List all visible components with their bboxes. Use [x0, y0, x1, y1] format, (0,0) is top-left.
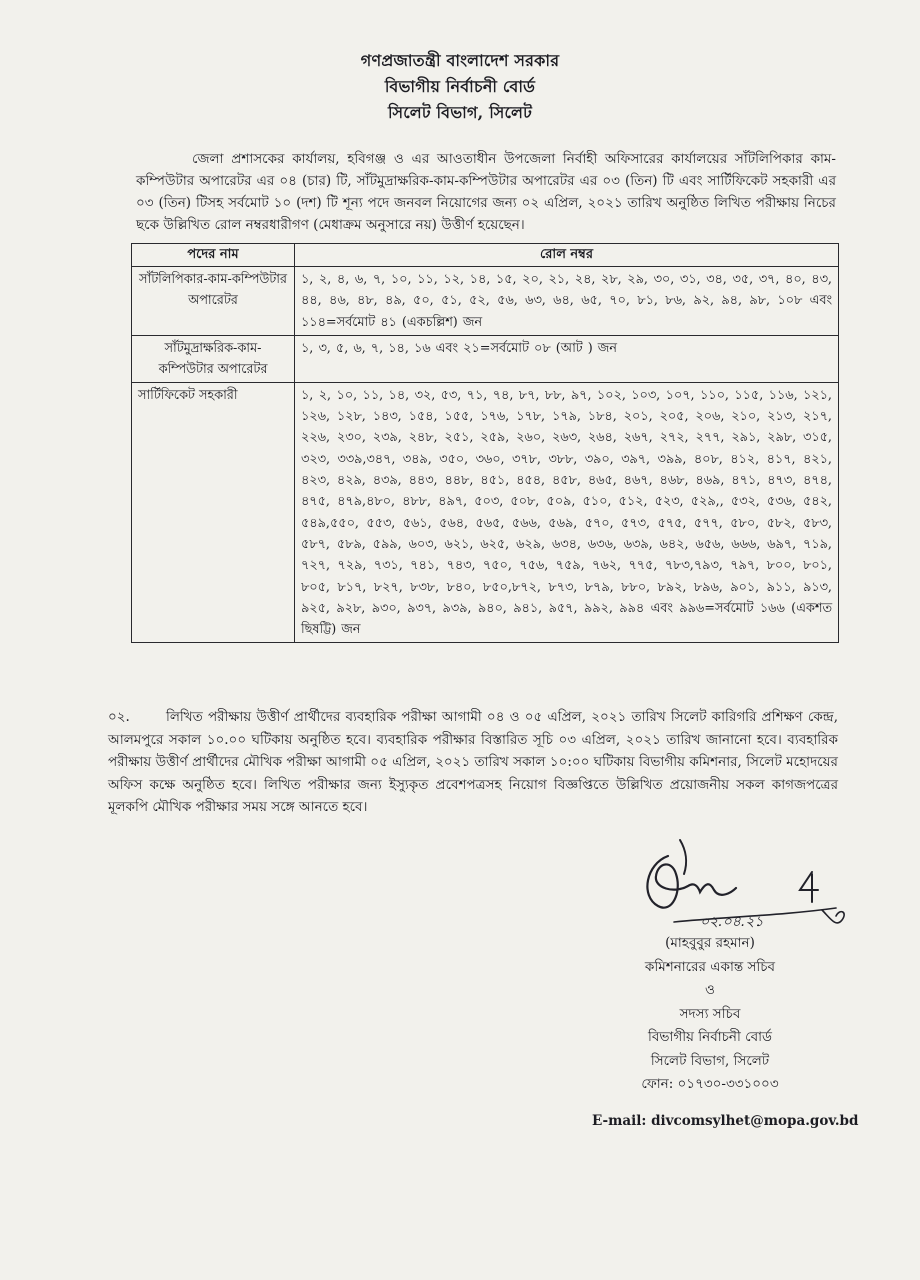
roll-numbers: ১, ৩, ৫, ৬, ৭, ১৪, ১৬ এবং ২১=সর্বমোট ০৮ (আট ) জন [295, 335, 839, 382]
conjunction: ও [705, 982, 715, 998]
roll-column-header: রোল নম্বর [295, 244, 839, 267]
signature-date: ০২.০৪.২১ [700, 914, 764, 930]
board-name: বিভাগীয় নির্বাচনী বোর্ড [648, 1029, 772, 1045]
division-name: সিলেট বিভাগ, সিলেট [650, 1052, 770, 1069]
government-name: গণপ্রজাতন্ত্রী বাংলাদেশ সরকার [360, 51, 560, 70]
letterhead [0, 48, 920, 126]
paragraph-number: ০২. [108, 709, 130, 725]
results-table [131, 243, 839, 643]
paragraph-text: লিখিত পরীক্ষায় উত্তীর্ণ প্রার্থীদের ব্যবহারিক পরীক্ষা আগামী ০৪ ও ০৫ এপ্রিল, ২০২১ তারিখ সিলেট কারিগরি প্রশিক্ষণ কেন্দ্র, আলমপুরে সকাল ১০.০০ ঘটিকায় অনুষ্ঠিত হবে। ব্যবহারিক পরীক্ষার বিস্তারিত সূচি ০৩ এপ্রিল, ২০২১ তারিখ জানানো হবে। ব্যবহারিক পরীক্ষায় উত্তীর্ণ প্রার্থীদের মৌখিক পরীক্ষা আগামী ০৫ এপ্রিল, ২০২১ তারিখ সকাল ১০:০০ ঘটিকায় বিভাগীয় কমিশনার, সিলেট মহোদয়ের অফিস কক্ষে অনুষ্ঠিত হবে। লিখিত পরীক্ষার জন্য ইস্যুকৃত প্রবেশপত্রসহ নিয়োগ বিজ্ঞপ্তিতে উল্লিখিত প্রয়োজনীয় সকল কাগজপত্রের মূলকপি মৌখিক পরীক্ষার সময় সঙ্গে আনতে হবে। [108, 709, 838, 815]
post-name: সার্টিফিকেট সহকারী [132, 382, 295, 643]
handwritten-signature [636, 822, 856, 934]
intro-paragraph: জেলা প্রশাসকের কার্যালয়, হবিগঞ্জ ও এর আওতাধীন উপজেলা নির্বাহী অফিসারের কার্যালয়ের সাঁটলিপিকার কাম-কম্পিউটার অপারেটর এর ০৪ (চার) টি, সাঁটমুদ্রাক্ষরিক-কাম-কম্পিউটার অপারেটর এর ০৩ (তিন) টি এবং সার্টিফিকেট সহকারী এর ০৩ (তিন) টিসহ সর্বমোট ১০ (দশ) টি শূন্য পদে জনবল নিয়োগের জন্য ০২ এপ্রিল, ২০২১ তারিখ অনুষ্ঠিত লিখিত পরীক্ষায় নিচের ছকে উল্লিখিত রোল নম্বরধারীগণ (মেধাক্রম অনুসারে নয়) উত্তীর্ণ হয়েছেন। [136, 151, 836, 233]
table-header-row [132, 244, 839, 267]
email-address: E-mail: divcomsylhet@mopa.gov.bd [592, 1113, 859, 1129]
table-row [132, 267, 839, 336]
post-name: সাঁটমুদ্রাক্ষরিক-কাম-কম্পিউটার অপারেটর [132, 335, 295, 382]
roll-numbers: ১, ২, ১০, ১১, ১৪, ৩২, ৫৩, ৭১, ৭৪, ৮৭, ৮৮, ৯৭, ১০২, ১০৩, ১০৭, ১১০, ১১৫, ১১৬, ১২১, ১২৬, ১২৮, ১৪৩, ১৫৪, ১৫৫, ১৭৬, ১৭৮, ১৭৯, ১৮৪, ২০১, ২০৫, ২০৬, ২১০, ২১৩, ২১৭, ২২৬, ২৩০, ২৩৯, ২৪৮, ২৫১, ২৫৯, ২৬০, ২৬৩, ২৬৪, ২৬৭, ২৭২, ২৭৭, ২৯১, ২৯৮, ৩১৫, ৩২৩, ৩৩৯,৩৪৭, ৩৪৯, ৩৫০, ৩৬০, ৩৭৮, ৩৮৮, ৩৯০, ৩৯৭, ৩৯৯, ৪০৮, ৪১২, ৪১৭, ৪২১, ৪২৩, ৪২৯, ৪৩৯, ৪৪৩, ৪৪৮, ৪৫১, ৪৫৪, ৪৫৮, ৪৬৫, ৪৬৭, ৪৬৮, ৪৬৯, ৪৭১, ৪৭৩, ৪৭৪, ৪৭৫, ৪৭৯,৪৮০, ৪৮৮, ৪৯৭, ৫০৩, ৫০৮, ৫০৯, ৫১০, ৫১২, ৫২৩, ৫২৯,, ৫৩২, ৫৩৬, ৫৪২, ৫৪৯,৫৫০, ৫৫৩, ৫৬১, ৫৬৪, ৫৬৫, ৫৬৬, ৫৬৯, ৫৭০, ৫৭৩, ৫৭৫, ৫৭৭, ৫৮০, ৫৮২, ৫৮৩, ৫৮৭, ৫৮৯, ৫৯৯, ৬০৩, ৬২১, ৬২৫, ৬২৯, ৬৩৪, ৬৩৬, ৬৩৯, ৬৪২, ৬৫৬, ৬৬৬, ৬৯৭, ৭১৯, ৭২৭, ৭২৯, ৭৩১, ৭৪১, ৭৪৩, ৭৫০, ৭৫৬, ৭৫৯, ৭৬২, ৭৭৫, ৭৮৩,৭৯৩, ৭৯৭, ৮০০, ৮০১, ৮০৫, ৮১৭, ৮২৭, ৮৩৮, ৮৪০, ৮৫০,৮৭২, ৮৭৩, ৮৭৯, ৮৮০, ৮৯২, ৮৯৬, ৯০১, ৯১১, ৯১৩, ৯২৫, ৯২৮, ৯৩০, ৯৩৭, ৯৩৯, ৯৪০, ৯৪১, ৯৫৭, ৯৯২, ৯৯৪ এবং ৯৯৬=সর্বমোট ১৬৬ (একশত ছিষট্টি) জন [295, 382, 839, 643]
table-row [132, 382, 839, 643]
signatory-name: (মাহবুবুর রহমান) [665, 935, 755, 951]
post-name: সাঁটলিপিকার-কাম-কম্পিউটার অপারেটর [132, 267, 295, 336]
table-row [132, 335, 839, 382]
signatory-role: সদস্য সচিব [679, 1005, 741, 1022]
exam-schedule-paragraph [108, 706, 838, 819]
post-column-header: পদের নাম [132, 244, 295, 267]
signatory-block [590, 932, 830, 1097]
phone-number: ফোন: ০১৭৩০-৩৩১০০৩ [641, 1076, 779, 1092]
roll-numbers: ১, ২, ৪, ৬, ৭, ১০, ১১, ১২, ১৪, ১৫, ২০, ২১, ২৪, ২৮, ২৯, ৩০, ৩১, ৩৪, ৩৫, ৩৭, ৪০, ৪৩, ৪৪, ৪৬, ৪৮, ৪৯, ৫০, ৫১, ৫২, ৫৬, ৬৩, ৬৪, ৬৫, ৭০, ৮১, ৮৬, ৯২, ৯৪, ৯৮, ১০৮ এবং ১১৪=সর্বমোট ৪১ (একচল্লিশ) জন [295, 267, 839, 336]
signatory-title: কমিশনারের একান্ত সচিব [644, 958, 776, 975]
division-name: সিলেট বিভাগ, সিলেট [387, 103, 533, 122]
board-name: বিভাগীয় নির্বাচনী বোর্ড [384, 77, 536, 96]
